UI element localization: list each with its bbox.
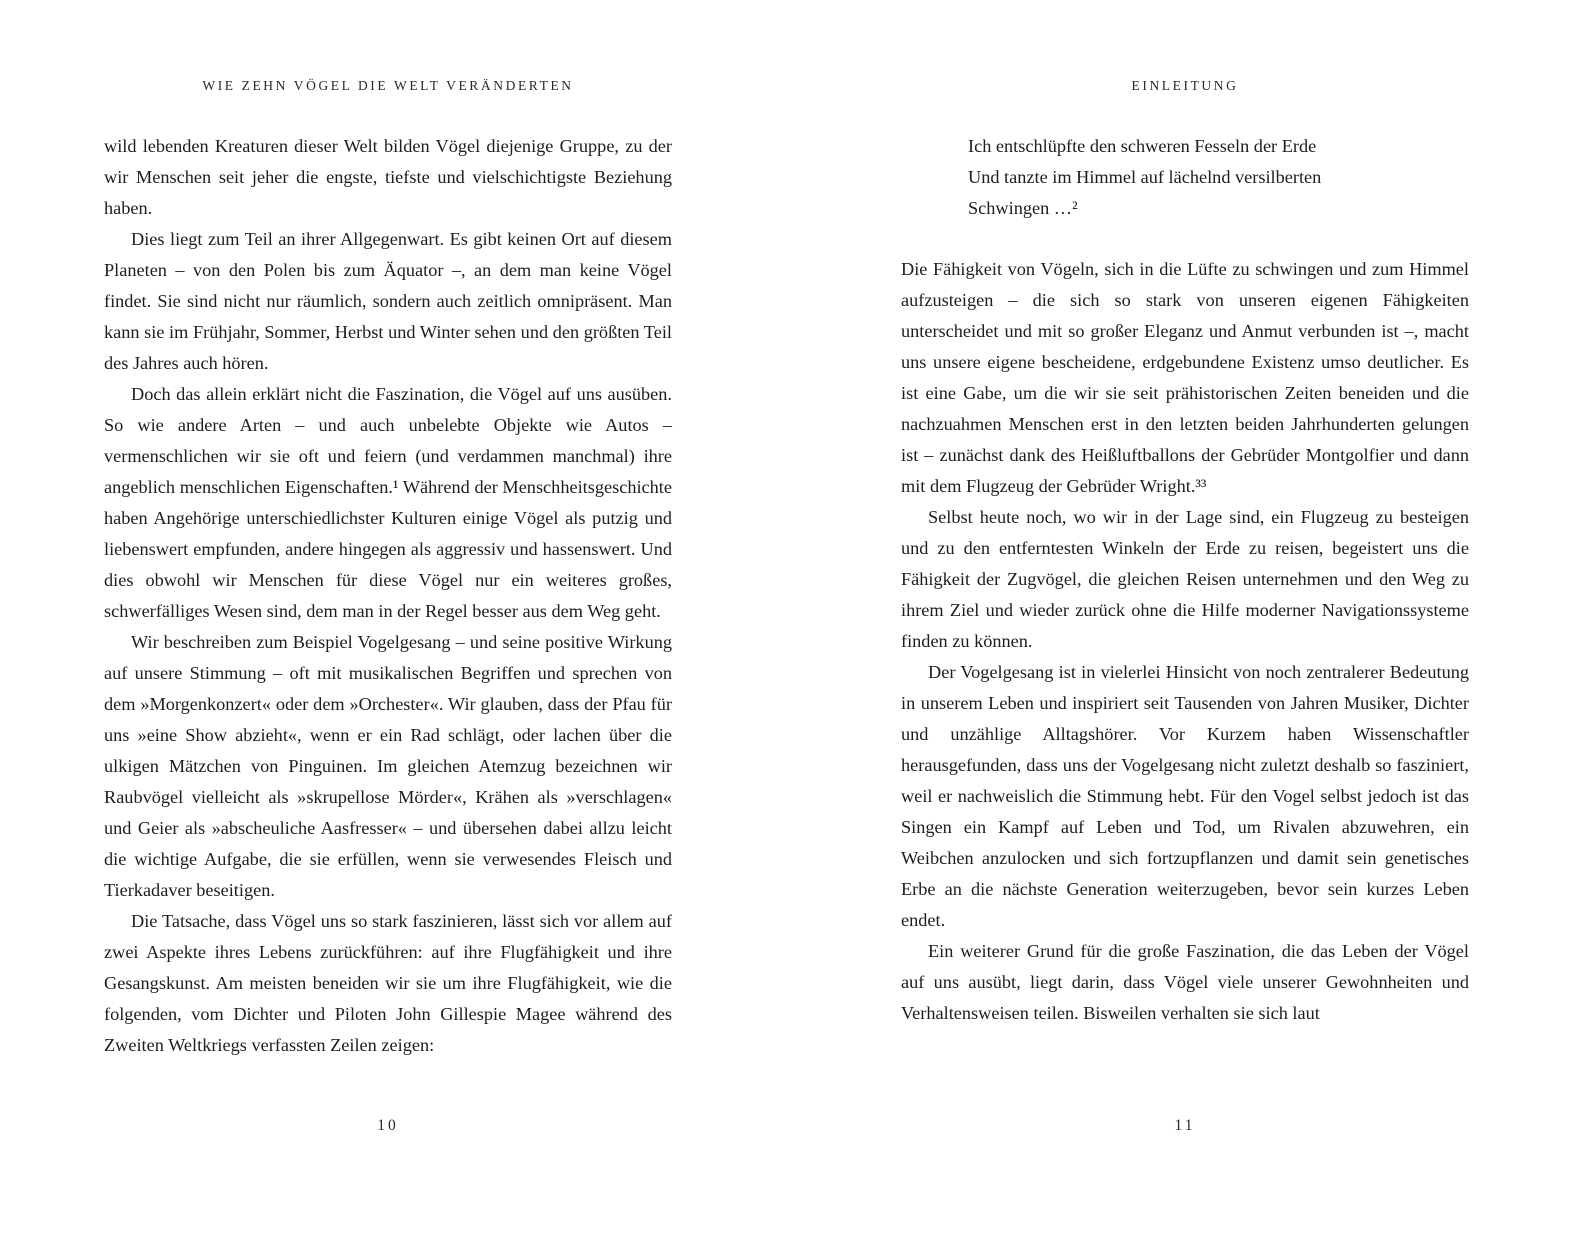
paragraph: Doch das allein erklärt nicht die Faszination, die Vögel auf uns ausüben. So wie andere Arten – und auch unbelebte Objekte wie Autos – vermenschlichen wir sie oft und feiern (und verdammen manchmal) ihre angeblich menschlichen Eigenschaften.¹ Während der Menschheitsgeschichte haben Angehörige unterschiedlichster Kulturen einige Vögel als putzig und liebenswert empfunden, andere hingegen als aggressiv und hassenswert. Und dies obwohl wir Menschen für diese Vögel nur ein weiteres großes, schwerfälliges Wesen sind, dem man in der Regel besser aus dem Weg geht.: [104, 384, 672, 621]
poem-quote: [968, 131, 1469, 224]
page-number-right: 11: [1174, 1117, 1196, 1134]
running-head-left: WIE ZEHN VÖGEL DIE WELT VERÄNDERTEN: [202, 78, 574, 93]
paragraph: Dies liegt zum Teil an ihrer Allgegenwart. Es gibt keinen Ort auf diesem Planeten – von den Polen bis zum Äquator –, an dem man keine Vögel findet. Sie sind nicht nur räumlich, sondern auch zeitlich omnipräsent. Man kann sie im Frühjahr, Sommer, Herbst und Winter sehen und den größten Teil des Jahres auch hören.: [104, 229, 672, 373]
paragraph: Wir beschreiben zum Beispiel Vogelgesang – und seine positive Wirkung auf unsere Stimmung – oft mit musikalischen Begriffen und sprechen von dem »Morgenkonzert« oder dem »Orchester«. Wir glauben, dass der Pfau für uns »eine Show abzieht«, wenn er ein Rad schlägt, oder lachen über die ulkigen Mätzchen von Pinguinen. Im gleichen Atemzug bezeichnen wir Raubvögel vielleicht als »skrupellose Mörder«, Krähen als »verschlagen« und Geier als »abscheuliche Aasfresser« – und übersehen dabei allzu leicht die wichtige Aufgabe, die sie erfüllen, wenn sie verwesendes Fleisch und Tierkadaver beseitigen.: [104, 632, 672, 900]
paragraph: Selbst heute noch, wo wir in der Lage sind, ein Flugzeug zu besteigen und zu den entferntesten Winkeln der Erde zu reisen, begeistert uns die Fähigkeit der Zugvögel, die gleichen Reisen unternehmen und den Weg zu ihrem Ziel und wieder zurück ohne die Hilfe moderner Navigationssysteme finden zu können.: [901, 507, 1469, 651]
poem-line: Ich entschlüpfte den schweren Fesseln der Erde: [968, 136, 1317, 156]
paragraph: Die Tatsache, dass Vögel uns so stark faszinieren, lässt sich vor allem auf zwei Aspekte ihres Lebens zurückführen: auf ihre Flugfähigkeit und ihre Gesangskunst. Am meisten beneiden wir sie um ihre Flugfähigkeit, wie die folgenden, vom Dichter und Piloten John Gillespie Magee während des Zweiten Weltkriegs verfassten Zeilen zeigen:: [104, 911, 672, 1055]
poem-line: Schwingen …²: [968, 198, 1078, 218]
running-head-right: EINLEITUNG: [1131, 78, 1239, 93]
paragraph: Der Vogelgesang ist in vielerlei Hinsicht von noch zentralerer Bedeutung in unserem Leben und inspiriert seit Tausenden von Jahren Musiker, Dichter und unzählige Alltagshörer. Vor Kurzem haben Wissenschaftler herausgefunden, dass uns der Vogelgesang nicht zuletzt deshalb so fasziniert, weil er nachweislich die Stimmung hebt. Für den Vogel selbst jedoch ist das Singen ein Kampf auf Leben und Tod, um Rivalen abzuwehren, ein Weibchen anzulocken und sich fortzupflanzen und damit sein genetisches Erbe an die nächste Generation weiterzugeben, bevor sein kurzes Leben endet.: [901, 662, 1469, 930]
paragraph: Die Fähigkeit von Vögeln, sich in die Lüfte zu schwingen und zum Himmel aufzusteigen – die sich so stark von unseren eigenen Fähigkeiten unterscheidet und mit so großer Eleganz und Anmut verbunden ist –, macht uns unsere eigene bescheidene, erdgebundene Existenz umso deutlicher. Es ist eine Gabe, um die wir sie seit prähistorischen Zeiten beneiden und die nachzuahmen Menschen erst in den letzten beiden Jahrhunderten gelungen ist – zunächst dank des Heißluftballons der Gebrüder Montgolfier und dann mit dem Flugzeug der Gebrüder Wright.³³: [901, 259, 1469, 496]
page-number-left: 10: [377, 1117, 399, 1134]
poem-line: Und tanzte im Himmel auf lächelnd versilberten: [968, 167, 1322, 187]
left-page-body: [104, 131, 672, 1061]
left-page: [104, 0, 672, 1240]
paragraph: Ein weiterer Grund für die große Faszination, die das Leben der Vögel auf uns ausübt, liegt darin, dass Vögel viele unserer Gewohnheiten und Verhaltensweisen teilen. Bisweilen verhalten sie sich laut: [901, 941, 1469, 1023]
paragraph: wild lebenden Kreaturen dieser Welt bilden Vögel diejenige Gruppe, zu der wir Menschen seit jeher die engste, tiefste und vielschichtigste Beziehung haben.: [104, 136, 672, 218]
right-page-body: [901, 131, 1469, 1029]
right-page: [901, 0, 1469, 1240]
